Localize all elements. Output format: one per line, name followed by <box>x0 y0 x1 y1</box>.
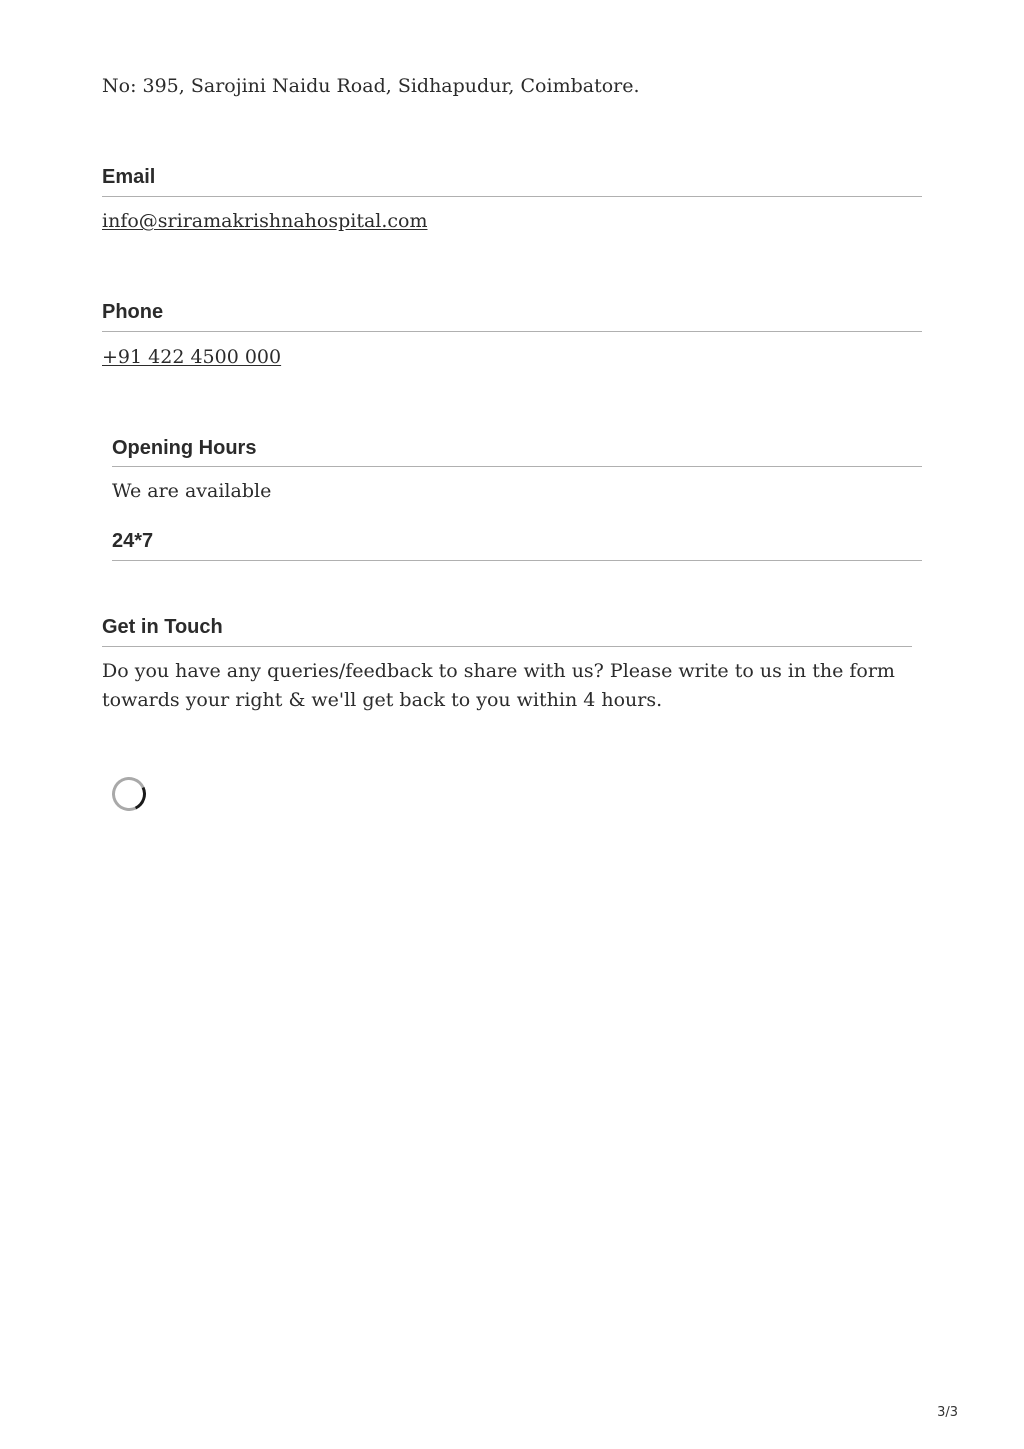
email-heading: Email <box>102 166 156 188</box>
opening-hours-bottom-divider <box>112 560 922 561</box>
get-in-touch-text: Do you have any queries/feedback to share with us? Please write to us in the form towards your right & we'll get back to you within 4 hours. <box>102 660 895 711</box>
phone-link[interactable]: +91 422 4500 000 <box>102 346 282 368</box>
opening-hours-text: We are available <box>112 480 272 502</box>
email-link[interactable]: info@sriramakrishnahospital.com <box>102 210 428 232</box>
phone-divider <box>102 331 922 332</box>
address-text: No: 395, Sarojini Naidu Road, Sidhapudur, Coimbatore. <box>102 75 640 97</box>
opening-hours-divider <box>112 466 922 467</box>
opening-hours-heading: Opening Hours <box>112 437 257 459</box>
email-divider <box>102 196 922 197</box>
get-in-touch-heading: Get in Touch <box>102 616 223 638</box>
phone-heading: Phone <box>102 301 164 323</box>
get-in-touch-divider <box>102 646 912 647</box>
loading-spinner-icon <box>107 772 151 816</box>
page-number: 3/3 <box>937 1405 958 1420</box>
opening-hours-value: 24*7 <box>112 530 154 552</box>
